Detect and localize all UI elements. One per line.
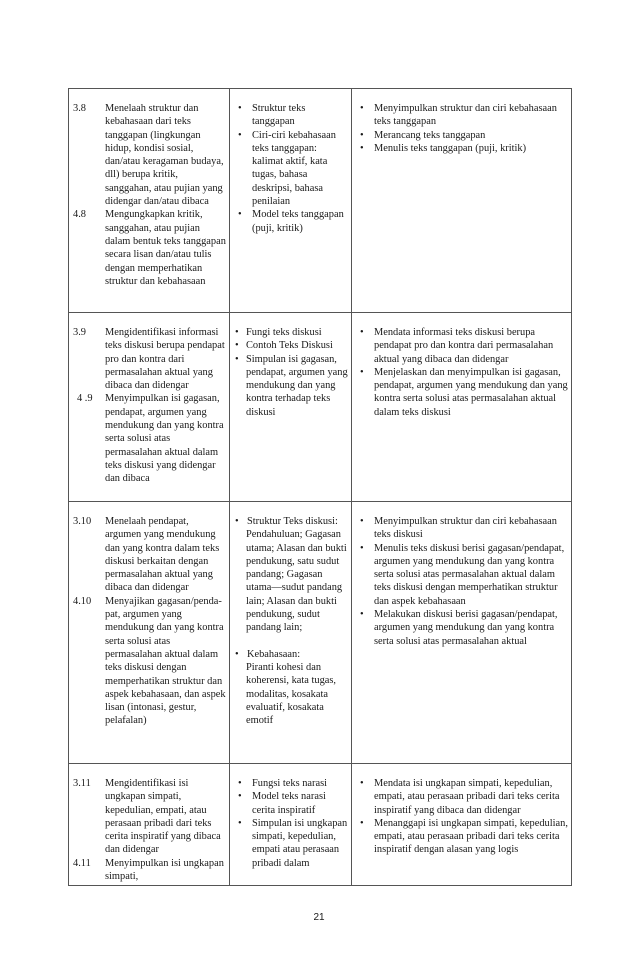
materi-cell <box>230 764 352 886</box>
materi-cell <box>230 502 352 764</box>
kd-code: 3.10 <box>73 516 92 527</box>
kd-code: 4 .9 <box>77 393 93 405</box>
bullet-icon: • <box>360 609 364 621</box>
kd-code: 4.10 <box>73 595 92 607</box>
kd-item <box>73 777 226 857</box>
materi-section-body: Pendahuluan; Gagasan utama; Alasan dan bukti pendukung, satu sudut pandang; Gagasan utama—sudut pandang lain; Alasan dan bukti pendukung, sudut pandang lain; <box>246 529 347 634</box>
list-item: • Menulis teks tanggapan (puji, kritik) <box>356 142 568 155</box>
bullet-icon: • <box>238 129 242 141</box>
bullet-icon: • <box>235 516 239 527</box>
kd-item <box>73 515 226 595</box>
kd-item <box>73 102 226 208</box>
bullet-icon: • <box>360 778 364 789</box>
kd-text: Menelaah pendapat, argumen yang mendukung dan yang kontra dalam teks diskusi berkaitan dengan permasalahan aktual yang dibaca dan didengar <box>105 516 220 594</box>
table-row <box>69 89 572 313</box>
bullet-icon: • <box>238 778 242 789</box>
kd-text: Mengidentifikasi informasi teks diskusi berupa pendapat pro dan kontra dari permasalahan aktual yang dibaca dan didengar <box>105 327 225 392</box>
kd-code: 3.11 <box>73 778 91 789</box>
kd-cell <box>69 764 230 886</box>
kegiatan-list <box>356 777 568 857</box>
bullet-icon: • <box>360 142 364 154</box>
kegiatan-list <box>356 102 568 155</box>
list-item: • Simpulan isi gagasan, pendapat, argumen yang mendukung dan yang kontra terhadap teks diskusi <box>235 353 348 418</box>
kd-item <box>73 208 226 288</box>
bullet-icon: • <box>360 366 364 378</box>
list-item: • Fungsi teks narasi <box>234 777 348 790</box>
bullet-icon: • <box>238 209 242 221</box>
kd-cell <box>69 89 230 313</box>
bullet-icon: • <box>360 103 364 114</box>
kegiatan-list <box>356 326 568 419</box>
list-item: • Menjelaskan dan menyimpulkan isi gagasan, pendapat, argumen yang mendukung dan yang kontra serta solusi atas permasalahan aktual dalam teks diskusi <box>356 366 568 419</box>
materi-cell <box>230 89 352 313</box>
syllabus-table <box>68 88 572 886</box>
list-item: • Fungi teks diskusi <box>235 327 322 338</box>
bullet-icon: • <box>360 516 364 527</box>
list-item: • Menulis teks diskusi berisi gagasan/pendapat, argumen yang mendukung dan yang kontra serta solusi atas permasalahan aktual dalam teks diskusi dengan memperhatikan struktur dan aspek kebahasaan <box>356 542 568 608</box>
bullet-icon: • <box>238 791 242 803</box>
kd-item <box>73 857 226 884</box>
list-item: • Merancang teks tanggapan <box>356 129 568 142</box>
bullet-icon: • <box>235 340 239 352</box>
kd-item <box>73 326 226 392</box>
kegiatan-list <box>356 515 568 648</box>
list-item: • Contoh Teks Diskusi <box>235 340 333 352</box>
materi-list <box>234 777 348 870</box>
materi-section-body: Piranti kohesi dan koherensi, kata tugas, modalitas, kosakata evaluatif, kosakata emotif <box>246 661 337 727</box>
kd-text: Mengungkapkan kritik, sanggahan, atau pujian dalam bentuk teks tanggapan secara lisan dan/atau tulis dengan memperhatikan struktur dan kebahasaan <box>105 209 226 287</box>
kegiatan-cell <box>352 89 572 313</box>
bullet-icon: • <box>238 103 242 114</box>
list-item: • Melakukan diskusi berisi gagasan/pendapat, argumen yang mendukung dan yang kontra serta solusi atas permasalahan aktual <box>356 608 568 648</box>
table-row <box>69 502 572 764</box>
materi-list <box>234 326 348 419</box>
materi-cell <box>230 313 352 502</box>
materi-section-head: • Kebahasaan: <box>235 648 301 660</box>
list-item: • Model teks narasi cerita inspiratif <box>234 790 348 817</box>
materi-section-head: • Struktur Teks diskusi: <box>235 516 338 527</box>
list-item: • Mendata isi ungkapan simpati, kepedulian, empati, atau perasaan pribadi dari teks cerita inspiratif yang dibaca dan didengar <box>356 777 568 817</box>
kd-code: 4.8 <box>73 209 86 221</box>
kd-cell <box>69 313 230 502</box>
materi-list <box>234 102 348 235</box>
kegiatan-cell <box>352 764 572 886</box>
bullet-icon: • <box>235 648 239 660</box>
kd-cell <box>69 502 230 764</box>
kd-item <box>73 392 226 485</box>
kd-code: 3.8 <box>73 103 86 114</box>
bullet-icon: • <box>360 129 364 141</box>
bullet-icon: • <box>360 327 364 338</box>
list-item: • Menyimpulkan struktur dan ciri kebahasaan teks diskusi <box>356 515 568 542</box>
table-row <box>69 764 572 886</box>
page-number: 21 <box>313 912 325 923</box>
kegiatan-cell <box>352 502 572 764</box>
bullet-icon: • <box>360 817 364 829</box>
kd-text: Mengidentifikasi isi ungkapan simpati, kepedulian, empati, atau perasaan pribadi dari teks cerita inspiratif yang dibaca dan didengar <box>105 778 221 856</box>
kd-item <box>73 595 226 728</box>
list-item: • Mendata informasi teks diskusi berupa pendapat pro dan kontra dari permasalahan aktual yang dibaca dan didengar <box>356 326 568 366</box>
kd-text: Menyimpulkan isi gagasan, pendapat, argumen yang mendukung dan yang kontra serta solusi atas permasalahan aktual dalam teks diskusi yang didengar dan dibaca <box>105 393 224 485</box>
kd-code: 3.9 <box>73 327 86 338</box>
bullet-icon: • <box>360 542 364 554</box>
list-item: • Menyimpulkan struktur dan ciri kebahasaan teks tanggapan <box>356 102 568 129</box>
table-row <box>69 313 572 502</box>
list-item: • Simpulan isi ungkapan simpati, kepedulian, empati atau perasaan pribadi dalam <box>234 817 348 870</box>
bullet-icon: • <box>238 817 242 829</box>
list-item: • Ciri-ciri kebahasaan teks tanggapan: kalimat aktif, kata tugas, bahasa deskripsi, bahasa penilaian <box>234 129 348 209</box>
kegiatan-cell <box>352 313 572 502</box>
list-item: • Model teks tanggapan (puji, kritik) <box>234 208 348 235</box>
kd-text: Menelaah struktur dan kebahasaan dari teks tanggapan (lingkungan hidup, kondisi sosial, dan/atau keragaman budaya, dll) berupa kritik, sanggahan, atau pujian yang didengar dan/atau dibaca <box>105 103 224 208</box>
bullet-icon: • <box>235 327 239 338</box>
list-item: • Menanggapi isi ungkapan simpati, kepedulian, empati, atau perasaan pribadi dari teks cerita inspiratif dengan alasan yang logis <box>356 817 568 857</box>
kd-text: Menyimpulkan isi ungkapan simpati, <box>105 857 224 883</box>
kd-code: 4.11 <box>73 857 91 869</box>
bullet-icon: • <box>235 353 239 365</box>
list-item: • Struktur teks tanggapan <box>234 102 348 129</box>
kd-text: Menyajikan gagasan/penda-pat, argumen yang mendukung dan yang kontra serta solusi atas permasalahan aktual dalam teks diskusi dengan memperhatikan struktur dan aspek kebahasaan, dan aspek lisan (intonasi, gestur, pelafalan) <box>105 595 226 727</box>
